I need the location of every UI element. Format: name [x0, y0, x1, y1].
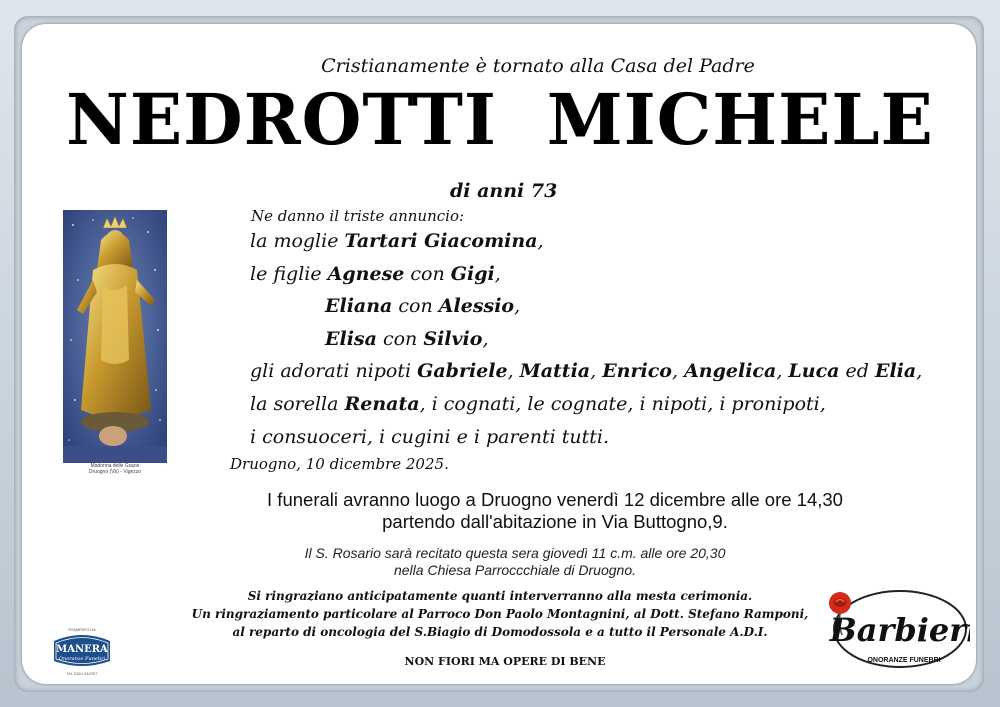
mourners-list: [250, 230, 950, 458]
closing-text: NON FIORI MA OPERE DI BENE: [404, 655, 606, 668]
madonna-image: [63, 210, 167, 463]
mourner-name: Elia: [874, 360, 917, 383]
mourner-name: Tartari Giacomina: [344, 230, 538, 252]
mourner-text: con: [404, 262, 451, 285]
mourner-text: la moglie: [250, 230, 345, 252]
intro-text: Cristianamente è tornato alla Casa del Padre: [321, 55, 755, 77]
mourner-name: Gigi: [450, 262, 495, 285]
mourner-name: Luca: [788, 360, 840, 383]
mourner-line: [250, 230, 950, 263]
mourner-text: con: [376, 327, 424, 350]
mourner-text: le figlie: [250, 262, 328, 285]
mourner-text: ,: [494, 262, 501, 285]
mourner-line: [250, 295, 950, 328]
age-text: di anni 73: [450, 180, 558, 202]
thanks-line-3: al reparto di oncologia del S.Biagio di Domodossola e a tutto il Personale A.D.I.: [232, 625, 768, 639]
mourner-text: ,: [482, 327, 489, 350]
maneri-sub: Onoranze Funebri: [58, 656, 106, 662]
mourner-text: ,: [514, 295, 521, 318]
thanks-line-2: Un ringraziamento particolare al Parroco Don Paolo Montagnini, al Dott. Stefano Ramponi,: [191, 607, 809, 621]
mourner-text: ed: [839, 360, 875, 383]
barbieri-sub: ONORANZE FUNEBRI: [867, 657, 941, 664]
deceased-name: NEDROTTI MICHELE: [66, 78, 934, 161]
mourner-name: Alessio: [438, 295, 515, 318]
mourner-line: [250, 360, 950, 393]
maneri-top-text: STAMPATO DA: [68, 627, 96, 632]
mourner-name: Enrico: [602, 360, 672, 383]
funeral-line-1: I funerali avranno luogo a Druogno venerdì 12 dicembre alle ore 14,30: [267, 489, 843, 510]
barbieri-name: Barbieri: [829, 611, 970, 649]
mourner-line: [250, 263, 950, 296]
mourner-name: Gabriele: [417, 360, 508, 383]
mourner-name: Renata: [344, 392, 420, 415]
rosary-line-1: Il S. Rosario sarà recitato questa sera giovedì 11 c.m. alle ore 20,30: [304, 545, 726, 561]
announcement-lead: Ne danno il triste annuncio:: [251, 207, 465, 225]
mourner-line: [250, 393, 950, 426]
mourner-text: la sorella: [250, 392, 345, 415]
mourner-text: ,: [776, 360, 789, 383]
maneri-name: MANERA: [56, 644, 108, 655]
mourner-text: , i cognati, le cognate, i nipoti, i pronipoti,: [419, 392, 826, 415]
maneri-tel: Tel. 0324 242097: [66, 671, 98, 676]
mourner-text: gli adorati nipoti: [250, 360, 418, 383]
thanks-line-1: Si ringraziano anticipatamente quanti interverranno alla mesta cerimonia.: [247, 589, 753, 603]
mourner-text: i consuoceri, i cugini e i parenti tutti.: [250, 425, 610, 448]
mourner-name: Mattia: [519, 360, 591, 383]
mourner-line: [250, 328, 950, 361]
mourner-name: Eliana: [325, 295, 393, 318]
maneri-logo: [50, 625, 114, 677]
madonna-caption: Madonna delle Grazie Druogno (Vb) - Vigezzo: [88, 463, 142, 475]
mourner-name: Silvio: [423, 327, 483, 350]
barbieri-logo: [820, 585, 970, 673]
mourner-name: Agnese: [327, 262, 405, 285]
funeral-line-2: partendo dall'abitazione in Via Buttogno,9.: [382, 511, 728, 532]
mourner-text: ,: [537, 230, 544, 252]
place-date: Druogno, 10 dicembre 2025.: [230, 455, 449, 473]
rosary-info: [0, 545, 1000, 579]
mourner-name: Angelica: [684, 360, 777, 383]
mourner-line: [250, 426, 950, 459]
rosary-line-2: nella Chiesa Parroccchiale di Druogno.: [393, 562, 637, 578]
mourner-text: ,: [671, 360, 685, 383]
funeral-info: [0, 489, 1000, 533]
mourner-text: con: [392, 295, 439, 318]
mourner-text: ,: [507, 360, 520, 383]
mourner-name: Elisa: [325, 327, 377, 350]
mourner-text: ,: [590, 360, 603, 383]
mourner-text: ,: [916, 360, 923, 383]
